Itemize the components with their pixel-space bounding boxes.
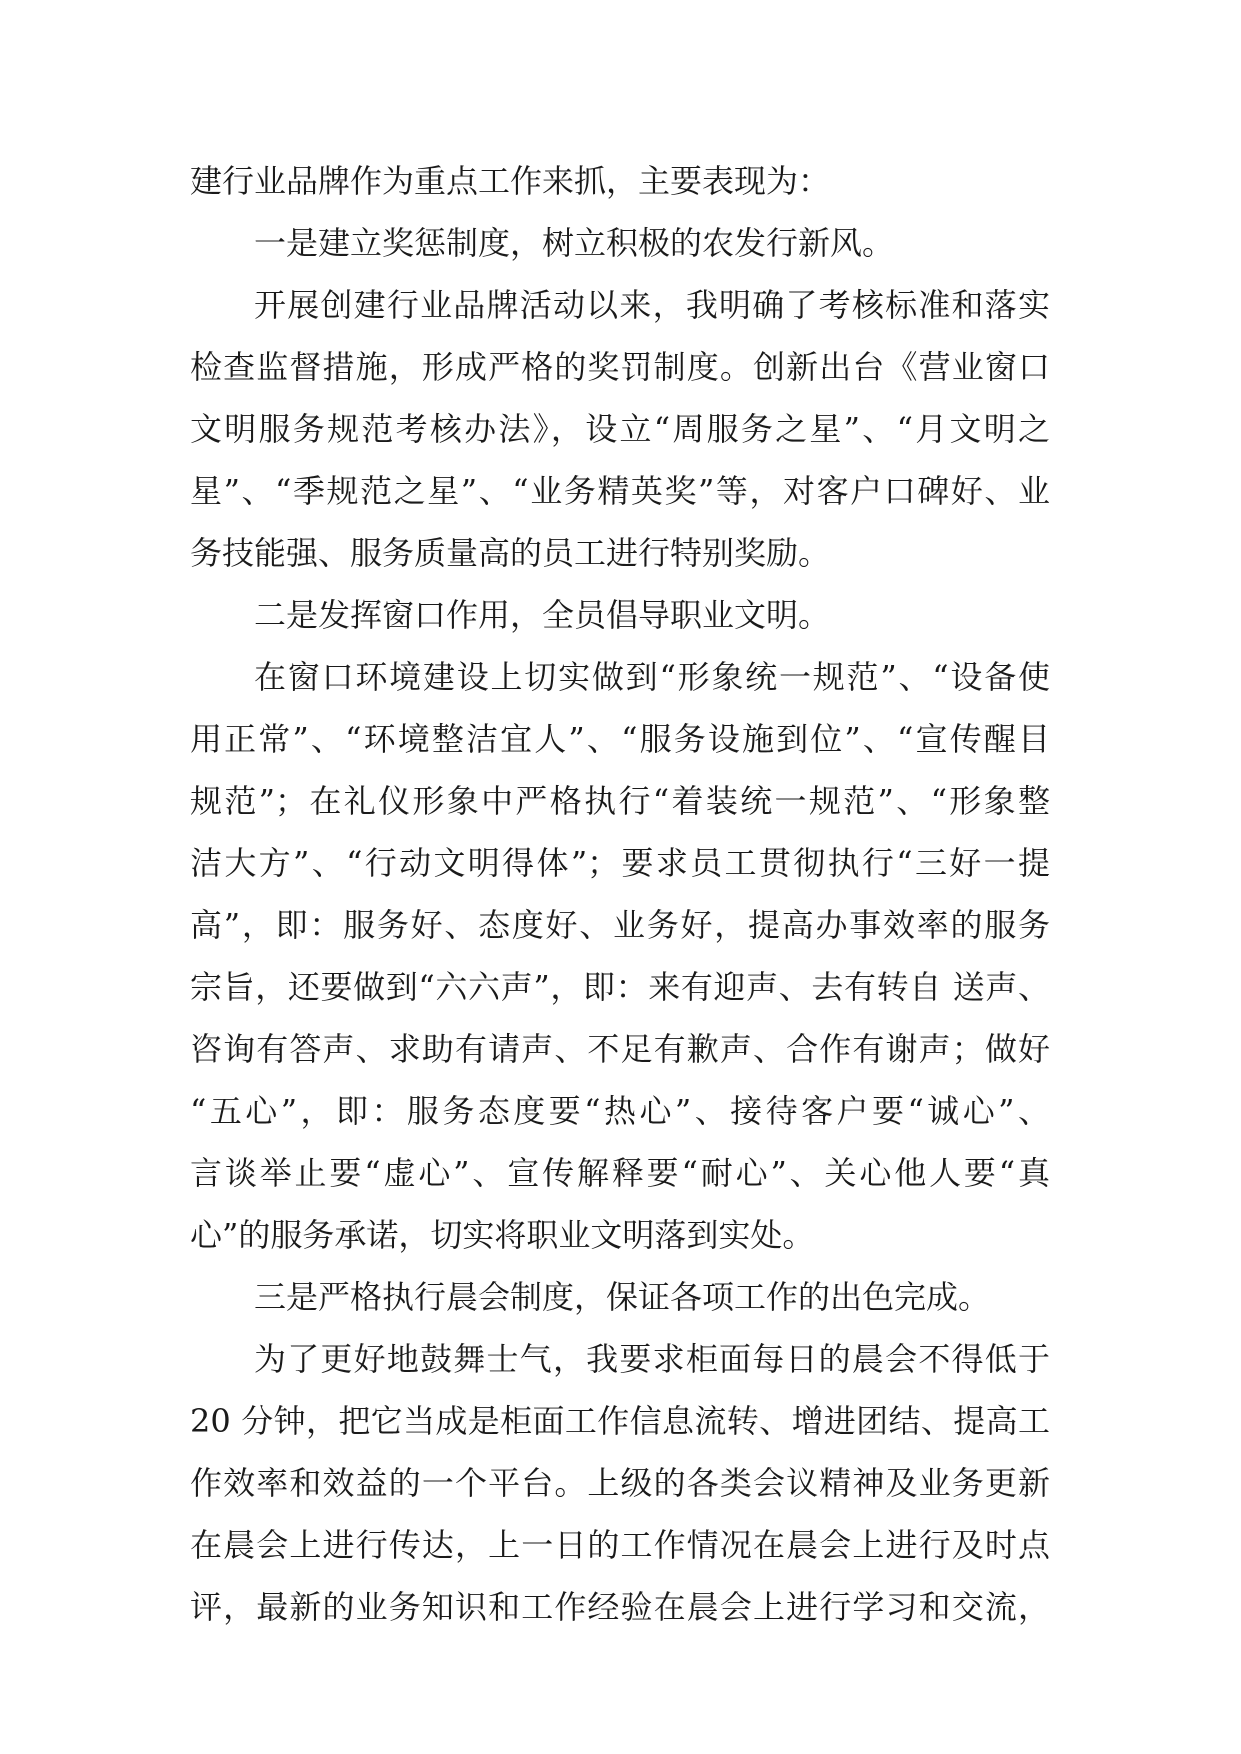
text-line: 二是发挥窗口作用，全员倡导职业文明。 — [254, 596, 831, 634]
text-line: 用正常”、“环境整洁宜人”、“服务设施到位”、“宣传醒目 — [190, 720, 1050, 758]
text-line: 星”、“季规范之星”、“业务精英奖”等，对客户口碑好、业 — [190, 472, 1050, 510]
text-line: 建行业品牌作为重点工作来抓，主要表现为： — [190, 162, 831, 200]
text-line: 在窗口环境建设上切实做到“形象统一规范”、“设备使 — [254, 658, 1050, 696]
text-line: 务技能强、服务质量高的员工进行特别奖励。 — [190, 534, 831, 572]
text-line: 洁大方”、“行动文明得体”；要求员工贯彻执行“三好一提 — [190, 844, 1050, 882]
text-line: 咨询有答声、求助有请声、不足有歉声、合作有谢声；做好 — [190, 1030, 1050, 1068]
text-line: 宗旨，还要做到“六六声”，即：来有迎声、去有转自 送声、 — [190, 968, 1050, 1006]
document-body — [190, 150, 1050, 1638]
text-line: 为了更好地鼓舞士气，我要求柜面每日的晨会不得低于 — [254, 1340, 1050, 1378]
text-line: 20 分钟，把它当成是柜面工作信息流转、增进团结、提高工 — [190, 1402, 1050, 1440]
text-line: 在晨会上进行传达，上一日的工作情况在晨会上进行及时点 — [190, 1526, 1050, 1564]
text-line: 文明服务规范考核办法》，设立“周服务之星”、“月文明之 — [190, 410, 1050, 448]
text-line: 规范”；在礼仪形象中严格执行“着装统一规范”、“形象整 — [190, 782, 1050, 820]
text-line: 心”的服务承诺，切实将职业文明落到实处。 — [190, 1216, 815, 1254]
text-line: 检查监督措施，形成严格的奖罚制度。创新出台《营业窗口 — [190, 348, 1050, 386]
text-line: 三是严格执行晨会制度，保证各项工作的出色完成。 — [254, 1278, 991, 1316]
text-line: 开展创建行业品牌活动以来，我明确了考核标准和落实 — [254, 286, 1050, 324]
text-line: 评，最新的业务知识和工作经验在晨会上进行学习和交流， — [190, 1588, 1050, 1626]
text-line: 一是建立奖惩制度，树立积极的农发行新风。 — [254, 224, 895, 262]
text-line: 作效率和效益的一个平台。上级的各类会议精神及业务更新 — [190, 1464, 1050, 1502]
text-line: 高”，即：服务好、态度好、业务好，提高办事效率的服务 — [190, 906, 1050, 944]
text-line: 言谈举止要“虚心”、宣传解释要“耐心”、关心他人要“真 — [190, 1154, 1050, 1192]
text-line: “五心”，即：服务态度要“热心”、接待客户要“诚心”、 — [190, 1092, 1050, 1130]
